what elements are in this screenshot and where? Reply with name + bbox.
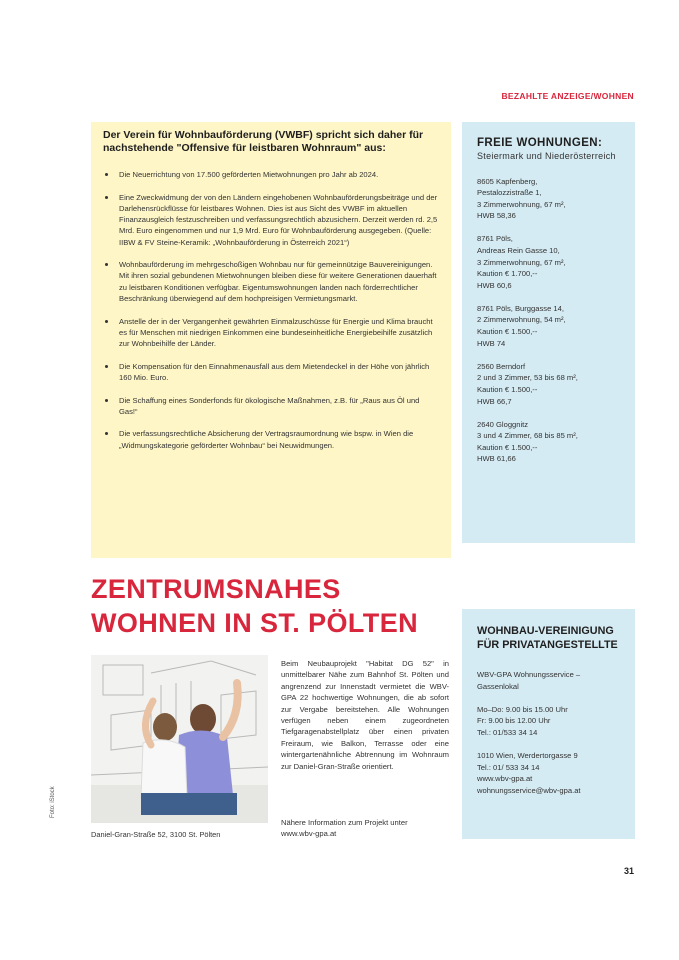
opening-hours: Mo–Do: 9.00 bis 15.00 Uhr Fr: 9.00 bis 12.00 Uhr Tel.: 01/533 34 14	[477, 704, 568, 737]
bullet-icon	[105, 399, 108, 402]
bullet-item: Die Kompensation für den Einnahmenausfall aus dem Mietendeckel in der Höhe von jährlich 160 Mio. Euro.	[103, 361, 439, 383]
bullet-icon	[105, 196, 108, 199]
apartment-listing: 2560 Berndorf 2 und 3 Zimmer, 53 bis 68 m², Kaution € 1.500,-- HWB 66,7	[477, 361, 578, 406]
free-apartments-box	[462, 122, 635, 543]
contact-heading: WOHNBAU-VEREINIGUNG FÜR PRIVATANGESTELLTE	[477, 625, 618, 651]
free-apartments-heading: FREIE WOHNUNGEN:	[477, 137, 603, 149]
article-body: Beim Neubauprojekt "Habitat DG 52" in unmittelbarer Nähe zum Bahnhof St. Pölten und angrenzend zur Innenstadt vermietet die WBV-GPA 22 hochwertige Wohnungen, die ab sofort zur Vergabe bereitstehen. Alle Wohnungen verfügen neben einem zugeordneten Tiefgaragenabstellplatz über einen privaten Freiraum, wie Balkon, Terrasse oder eine wintergartenähnliche Abtrennung im Wohnraum zur Daniel-Gran-Straße orientiert.	[281, 659, 449, 771]
bullet-icon	[105, 365, 108, 368]
photo-credit: Foto: iStock	[50, 786, 56, 818]
website-link[interactable]: www.wbv-gpa.at	[477, 774, 533, 784]
bullet-item: Wohnbauförderung im mehrgeschoßigen Wohnbau nur für gemeinnützige Bauvereinigungen. Mit ihren sozial gebundenen Mietwohnungen bleiben diese für weitere Generationen dauerhaft zu leistbaren Konditionen verfügbar. Eigentumswohnungen landen nach förderrechtlicher Beschränkung überwiegend auf dem hochpreisigen Vermietungsmarkt.	[103, 259, 439, 304]
photo-caption: Daniel-Gran-Straße 52, 3100 St. Pölten	[91, 830, 221, 839]
bullet-icon	[105, 173, 108, 176]
page-number: 31	[623, 866, 634, 876]
bullet-item: Die verfassungsrechtliche Absicherung der Vertragsraumordnung wie bspw. in Wien die „Widmungskategorie geförderter Wohnbau“ bei Neuwidmungen.	[103, 428, 439, 450]
article-photo	[91, 655, 268, 823]
couple-photo-illustration	[91, 655, 268, 823]
contact-paragraph: WBV-GPA Wohnungsservice – Gassenlokal	[477, 670, 581, 691]
free-apartments-subheading: Steiermark und Niederösterreich	[477, 151, 616, 161]
apartment-listing: 8605 Kapfenberg, Pestalozzistraße 1, 3 Zimmerwohnung, 67 m², HWB 58,36	[477, 176, 566, 221]
bullet-item: Die Schaffung eines Sonderfonds für ökologische Maßnahmen, z.B. für „Raus aus Öl und Gas!“	[103, 395, 439, 417]
email-link[interactable]: wohnungsservice@wbv-gpa.at	[477, 785, 581, 795]
bullet-item: Die Neuerrichtung von 17.500 geförderten Mietwohnungen pro Jahr ab 2024.	[103, 169, 439, 180]
apartment-listing: 8761 Pöls, Andreas Rein Gasse 10, 3 Zimmerwohnung, 67 m², Kaution € 1.700,-- HWB 60,6	[477, 234, 566, 290]
bullet-item: Eine Zweckwidmung der von den Ländern eingehobenen Wohnbauförderungsbeiträge und der Darlehensrückflüsse für leistbares Wohnen. Dies ist aus Sicht des VWBF im aktuellen Finanzausgleich festzuschreiben und verfassungsrechtlich abzusichern. Derzeit werden rd. 2,5 Mrd. Euro eingenommen und nur 1,9 Mrd. Euro für Wohnbauförderung ausgegeben. (Quelle: IIBW & FV Steine-Keramik: „Wohnbauförderung in Österreich 2021“)	[103, 192, 439, 248]
vwbf-box	[91, 122, 451, 558]
apartment-listing: 8761 Pöls, Burggasse 14, 2 Zimmerwohnung, 54 m², Kaution € 1.500,-- HWB 74	[477, 303, 566, 348]
contact-address: 1010 Wien, Werdertorgasse 9 Tel.: 01/ 533 34 14 www.wbv-gpa.at wohnungsservice@wbv-gpa.at	[477, 750, 623, 796]
bullet-icon	[105, 320, 108, 323]
vwbf-intro: Der Verein für Wohnbauförderung (VWBF) spricht sich daher für nachstehende "Offensive für leistbaren Wohnraum" aus:	[103, 129, 424, 154]
more-info: Nähere Information zum Projekt unter www.wbv-gpa.at	[281, 817, 451, 840]
apartment-listing: 2640 Gloggnitz 3 und 4 Zimmer, 68 bis 85 m², Kaution € 1.500,-- HWB 61,66	[477, 419, 578, 464]
article-headline: ZENTRUMSNAHES WOHNEN IN ST. PÖLTEN	[91, 574, 419, 638]
project-link[interactable]: www.wbv-gpa.at	[281, 829, 337, 839]
contact-box	[462, 609, 635, 839]
bullet-icon	[105, 263, 108, 266]
vwbf-bullet-list	[103, 169, 439, 451]
bullet-icon	[105, 432, 108, 435]
bullet-item: Anstelle der in der Vergangenheit gewährten Einmalzuschüsse für Energie und Klima braucht es für Menschen mit niedrigen Einkommen eine bundeseinheitliche Energiebeihilfe zusätzlich zur Wohnbeihilfe der Länder.	[103, 316, 439, 350]
ad-label: BEZAHLTE ANZEIGE/WOHNEN	[501, 91, 634, 101]
